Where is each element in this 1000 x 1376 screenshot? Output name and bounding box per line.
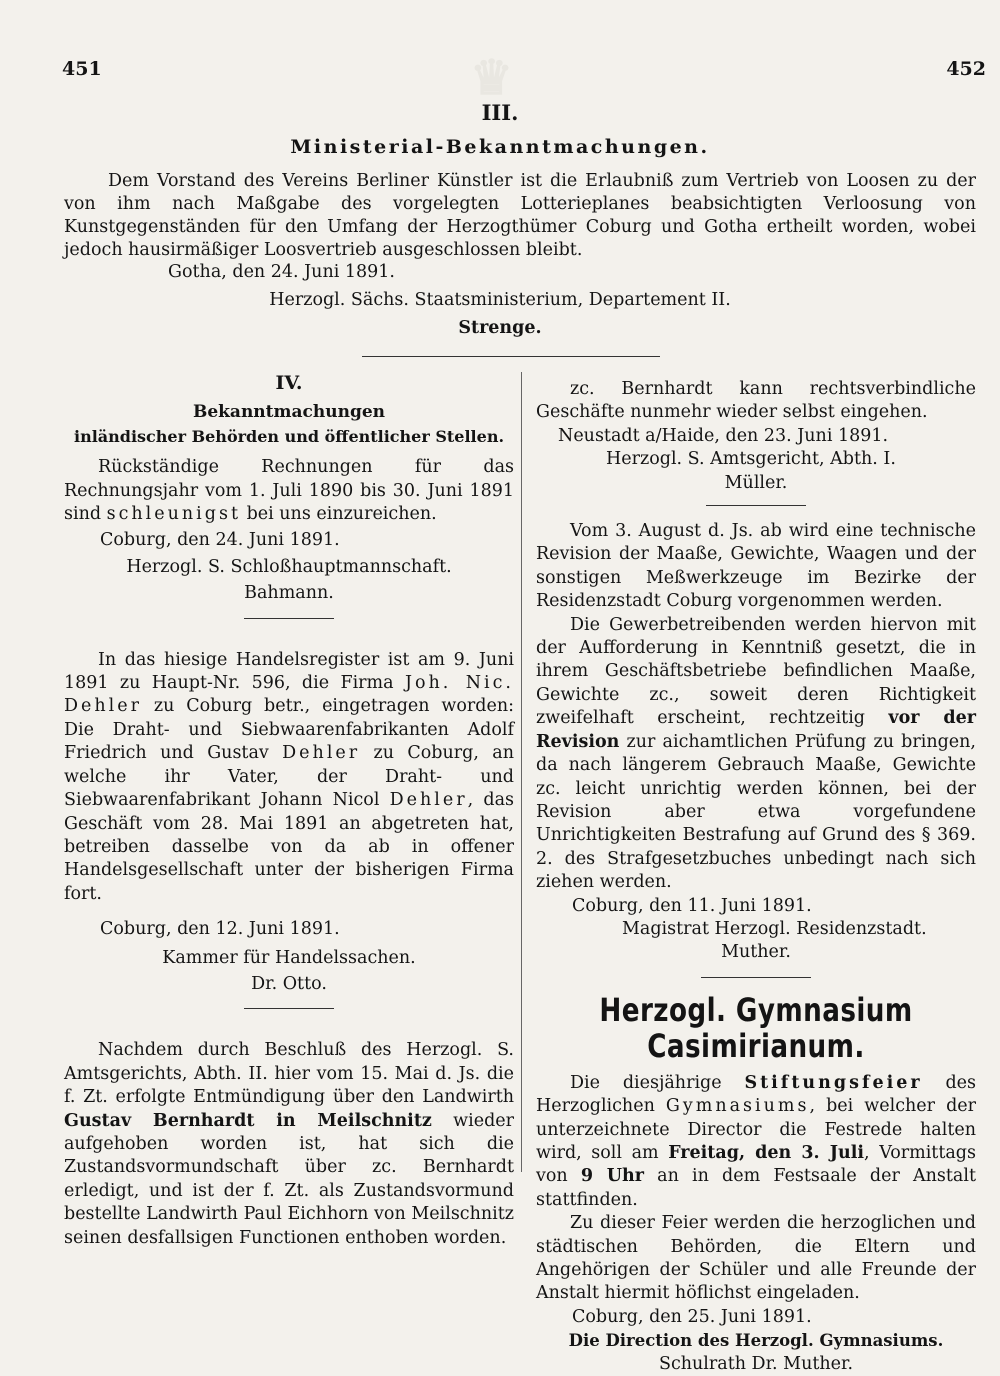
castle-notice-text-end: bei uns einzureichen. [241, 504, 437, 525]
castle-notice-text: Rückständige Rechnungen für das Rechnungsjahr vom 1. Juli 1890 bis 30. Juni 1891 sind [64, 457, 514, 525]
gymnasium-signature-line1: Die Direction des Herzogl. Gymnasiums. [568, 1331, 944, 1351]
revision-authority: Magistrat Herzogl. Residenzstadt. [622, 918, 927, 939]
register-name-2: Dehler [389, 790, 468, 811]
gymnasium-text-1: Die diesjährige [570, 1072, 745, 1093]
court-notice-body: zc. Bernhardt kann rechtsverbindliche Geschäfte nunmehr wieder selbst eingehen. [536, 379, 976, 423]
register-firm-name: Joh. Nic. Dehler [64, 673, 514, 717]
revision-place-date: Coburg, den 11. Juni 1891. [572, 895, 812, 916]
castle-signature: Bahmann. [244, 583, 334, 604]
revision-notice-para2 [536, 614, 976, 895]
ministerial-notice-body: Dem Vorstand des Vereins Berliner Künstler ist die Erlaubniß zum Vertrieb von Loosen zu der von ihm nach Maßgabe des vorgelegten Lotterieplanes beabsichtigten Verloosung von Kunstgegenständen für den Umfang der Herzogthümer Coburg und Gotha ertheilt worden, wobei jedoch hausirmäßiger Loosvertrieb ausgeschlossen bleibt. [64, 171, 976, 260]
gymnasium-text-4: , Vormittags von [536, 1142, 976, 1187]
guardianship-text-2: wieder aufgehoben worden ist, hat sich die Zustandsvormundschaft über zc. Bernhardt erledigt, und ist der f. Zt. als Zustandsvormund bestellte Landwirth Paul Eichhorn von Meilschnitz seinen desfallsigen Functionen enthoben worden. [64, 1110, 514, 1248]
gymnasium-date: Freitag, den 3. Juli [668, 1142, 865, 1163]
section-title-ministerial: Ministerial-Bekanntmachungen. [290, 136, 710, 158]
notice-divider [244, 618, 334, 619]
right-column [536, 378, 976, 1376]
ministerial-authority: Herzogl. Sächs. Staatsministerium, Departement II. [269, 290, 731, 310]
court-signature: Müller. [724, 472, 788, 493]
column-divider [521, 372, 522, 1172]
register-name-1: Dehler [282, 743, 361, 764]
castle-notice-body [64, 456, 514, 526]
register-text-2: zu Coburg betr., eingetragen worden: Die Draht- und Siebwaarenfabrikanten Adolf Friedrich und Gustav [64, 696, 514, 764]
ministerial-place-date: Gotha, den 24. Juni 1891. [168, 262, 395, 282]
left-column [64, 372, 514, 1250]
gymnasium-text-5: an in dem Festsaale der Anstalt stattfinden. [536, 1166, 976, 1210]
register-text-4: , das Geschäft vom 28. Mai 1891 an abgetreten hat, betreiben dasselbe von da ab in offener Handelsgesellschaft unter der bisherigen Firma fort. [64, 790, 514, 904]
register-authority: Kammer für Handelssachen. [162, 947, 416, 968]
revision-notice-para1: Vom 3. August d. Js. ab wird eine technische Revision der Maaße, Gewichte, Waagen und der sonstigen Meßwerkzeuge im Bezirke der Residenzstadt Coburg vorgenommen werden. [536, 521, 976, 612]
gymnasium-name: Gymnasiums [665, 1096, 810, 1117]
revision-signature: Muther. [721, 942, 791, 963]
notice-divider [244, 1008, 334, 1009]
section-divider [362, 356, 660, 357]
gymnasium-signature-line2: Schulrath Dr. Muther. [658, 1353, 854, 1374]
castle-notice-emphasis: schleunigst [106, 504, 241, 525]
court-authority: Herzogl. S. Amtsgericht, Abth. I. [606, 449, 896, 470]
revision-text-2: zur aichamtlichen Prüfung zu bringen, da nach längerem Gebrauch Maaße, Gewichte zc. leicht unrichtig werden können, bei der Revision aber etwa vorgefundene Unrichtigkeiten Bestrafung auf Grund des § 369. 2. des Strafgesetzbuches unbedingt nach sich ziehen werden. [536, 731, 976, 893]
gymnasium-para1 [536, 1072, 976, 1212]
guardianship-notice-body [64, 1039, 514, 1250]
gymnasium-para2: Zu dieser Feier werden die herzoglichen und städtischen Behörden, die Eltern und Angehörigen der Schüler und alle Freunde der Anstalt hiermit höflichst eingeladen. [536, 1213, 976, 1304]
register-place-date: Coburg, den 12. Juni 1891. [100, 919, 340, 940]
section-title-line1: Bekanntmachungen [192, 402, 386, 423]
gymnasium-event: Stiftungsfeier [744, 1072, 923, 1093]
revision-text-1: Die Gewerbetreibenden werden hiervon mit der Aufforderung in Kenntniß gesetzt, die in ihrem Geschäftsbetriebe befindlichen Maaße, Gewichte zc., soweit deren Richtigkeit zweifelhaft erscheint, rechtzeitig [536, 614, 976, 729]
ministerial-signature: Strenge. [458, 318, 542, 338]
register-text-3: zu Coburg, an welche ihr Vater, der Draht- und Siebwaarenfabrikant Johann Nicol [64, 743, 514, 811]
castle-place-date: Coburg, den 24. Juni 1891. [100, 530, 340, 551]
notice-divider [706, 505, 806, 506]
bleed-through-shadow: ♛ [470, 50, 514, 106]
castle-authority: Herzogl. S. Schloßhauptmannschaft. [126, 556, 452, 577]
gymnasium-heading: Herzogl. Gymnasium Casimirianum. [599, 990, 913, 1065]
register-notice-body [64, 649, 514, 906]
gymnasium-place-date: Coburg, den 25. Juni 1891. [572, 1306, 812, 1327]
gymnasium-text-3: , bei welcher der unterzeichnete Director die Festrede halten wird, soll am [536, 1096, 976, 1163]
guardianship-text-1: Nachdem durch Beschluß des Herzogl. S. Amtsgerichts, Abth. II. hier vom 15. Mai d. Js. die f. Zt. erfolgte Entmündigung über den Landwirth [64, 1040, 514, 1108]
gymnasium-time: 9 Uhr [580, 1166, 644, 1187]
court-place-date: Neustadt a/Haide, den 23. Juni 1891. [558, 425, 889, 446]
gymnasium-text-2: des Herzoglichen [536, 1072, 976, 1117]
register-signature: Dr. Otto. [251, 973, 327, 994]
register-text-1: In das hiesige Handelsregister ist am 9. Juni 1891 zu Haupt-Nr. 596, die Firma [64, 649, 514, 694]
section-numeral-iv: IV. [275, 372, 303, 394]
page-number-left: 451 [62, 58, 102, 80]
notice-divider [701, 977, 811, 978]
revision-emphasis: vor der Revision [536, 708, 976, 752]
section-numeral-iii: III. [481, 100, 519, 125]
section-title-line2: inländischer Behörden und öffentlicher Stellen. [73, 426, 505, 446]
guardianship-person: Gustav Bernhardt in Meilschnitz [64, 1110, 432, 1131]
page-number-right: 452 [946, 58, 986, 80]
